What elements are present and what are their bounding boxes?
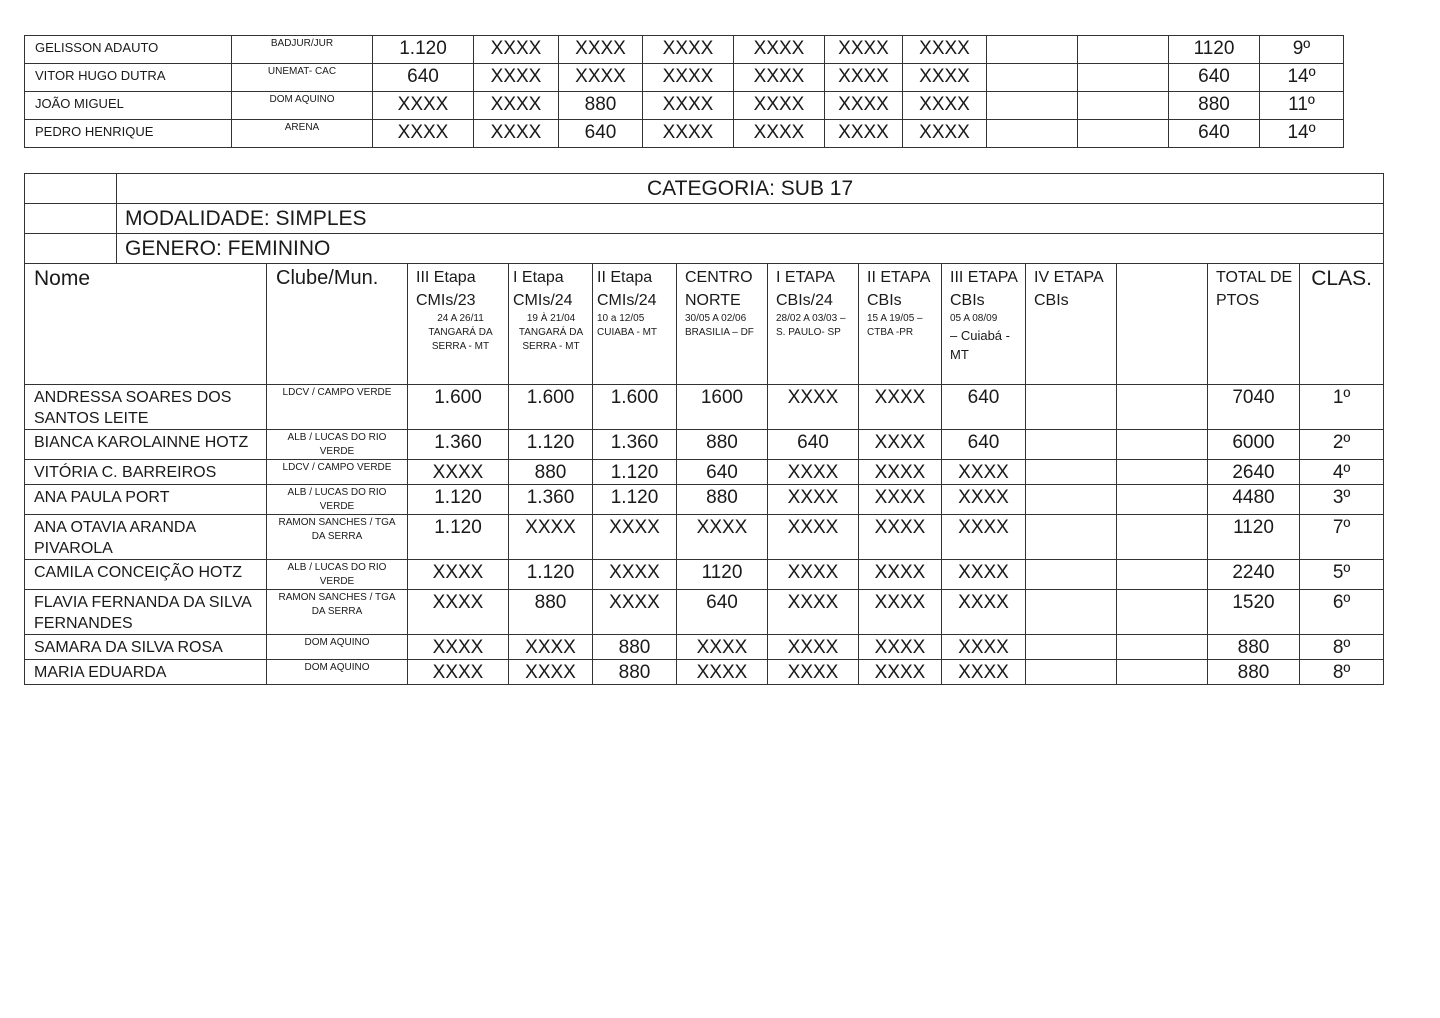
- score-cell: XXXX: [859, 515, 942, 560]
- score-cell: 640: [1169, 120, 1260, 148]
- score-cell: XXXX: [768, 660, 859, 685]
- score-cell: XXXX: [903, 92, 987, 120]
- blank-cell: [25, 234, 117, 264]
- score-cell: XXXX: [559, 64, 643, 92]
- score-cell: XXXX: [768, 460, 859, 485]
- table-row: [25, 430, 1384, 460]
- score-cell: XXXX: [825, 36, 903, 64]
- score-cell: 640: [1169, 64, 1260, 92]
- score-cell: XXXX: [677, 635, 768, 660]
- score-cell: 2240: [1208, 560, 1300, 590]
- score-cell: 1.120: [408, 485, 509, 515]
- score-cell: [1026, 560, 1117, 590]
- stage-detail: 28/02 A 03/03 – S. PAULO- SP: [776, 313, 846, 338]
- athlete-name: CAMILA CONCEIÇÃO HOTZ: [25, 560, 267, 590]
- athlete-name: VITOR HUGO DUTRA: [25, 64, 232, 92]
- athlete-club: BADJUR/JUR: [232, 36, 373, 64]
- score-cell: 880: [593, 635, 677, 660]
- table-row: [25, 560, 1384, 590]
- athlete-club: LDCV / CAMPO VERDE: [267, 460, 408, 485]
- table-row: [25, 460, 1384, 485]
- score-cell: [1117, 515, 1208, 560]
- athlete-name: GELISSON ADAUTO: [25, 36, 232, 64]
- score-cell: [1078, 36, 1169, 64]
- score-cell: 5º: [1300, 560, 1384, 590]
- table-row: [25, 92, 1344, 120]
- score-cell: 640: [559, 120, 643, 148]
- modality-row: [25, 204, 1384, 234]
- score-cell: XXXX: [593, 515, 677, 560]
- score-cell: XXXX: [593, 590, 677, 635]
- score-cell: XXXX: [474, 64, 559, 92]
- score-cell: 4480: [1208, 485, 1300, 515]
- athlete-club: DOM AQUINO: [267, 660, 408, 685]
- score-cell: [987, 64, 1078, 92]
- score-cell: [1078, 92, 1169, 120]
- score-cell: XXXX: [734, 120, 825, 148]
- score-cell: 640: [373, 64, 474, 92]
- score-cell: XXXX: [942, 515, 1026, 560]
- score-cell: 1.360: [509, 485, 593, 515]
- athlete-name: ANA PAULA PORT: [25, 485, 267, 515]
- athlete-name: ANDRESSA SOARES DOS SANTOS LEITE: [25, 385, 267, 430]
- score-cell: 1.360: [593, 430, 677, 460]
- score-cell: 1.600: [509, 385, 593, 430]
- score-cell: 880: [509, 460, 593, 485]
- score-cell: 1.360: [408, 430, 509, 460]
- score-cell: 14º: [1260, 64, 1344, 92]
- stage-title: IV ETAPA CBIs: [1034, 269, 1103, 309]
- stage-title: II Etapa CMIs/24: [597, 269, 657, 309]
- score-cell: [1117, 430, 1208, 460]
- score-cell: 4º: [1300, 460, 1384, 485]
- score-cell: [1026, 635, 1117, 660]
- athlete-club: RAMON SANCHES / TGA DA SERRA: [267, 515, 408, 560]
- score-cell: XXXX: [593, 560, 677, 590]
- score-cell: XXXX: [903, 120, 987, 148]
- score-cell: 880: [677, 485, 768, 515]
- stage-title: III Etapa CMIs/23: [416, 269, 476, 309]
- score-cell: XXXX: [859, 590, 942, 635]
- score-cell: [1026, 485, 1117, 515]
- score-cell: XXXX: [825, 64, 903, 92]
- score-cell: XXXX: [408, 460, 509, 485]
- column-header-stage-4: [677, 264, 768, 385]
- score-cell: XXXX: [734, 92, 825, 120]
- score-cell: 640: [677, 460, 768, 485]
- table-row: [25, 485, 1384, 515]
- score-cell: XXXX: [768, 485, 859, 515]
- score-cell: XXXX: [509, 635, 593, 660]
- table-row: [25, 515, 1384, 560]
- score-cell: 9º: [1260, 36, 1344, 64]
- score-cell: 2º: [1300, 430, 1384, 460]
- blank-cell: [25, 204, 117, 234]
- score-cell: 1.600: [408, 385, 509, 430]
- score-cell: XXXX: [408, 590, 509, 635]
- score-cell: [1026, 660, 1117, 685]
- score-cell: [1026, 460, 1117, 485]
- score-cell: 1.120: [373, 36, 474, 64]
- score-cell: XXXX: [408, 635, 509, 660]
- score-cell: XXXX: [859, 430, 942, 460]
- score-cell: [1026, 590, 1117, 635]
- ranking-table-sub17-feminino: [24, 173, 1384, 685]
- table-row: [25, 36, 1344, 64]
- score-cell: [987, 92, 1078, 120]
- athlete-name: SAMARA DA SILVA ROSA: [25, 635, 267, 660]
- score-cell: XXXX: [859, 460, 942, 485]
- athlete-club: ALB / LUCAS DO RIO VERDE: [267, 485, 408, 515]
- athlete-club: ALB / LUCAS DO RIO VERDE: [267, 430, 408, 460]
- athlete-name: FLAVIA FERNANDA DA SILVA FERNANDES: [25, 590, 267, 635]
- athlete-club: UNEMAT- CAC: [232, 64, 373, 92]
- score-cell: 640: [677, 590, 768, 635]
- athlete-name: VITÓRIA C. BARREIROS: [25, 460, 267, 485]
- score-cell: XXXX: [734, 64, 825, 92]
- athlete-club: ALB / LUCAS DO RIO VERDE: [267, 560, 408, 590]
- score-cell: 640: [768, 430, 859, 460]
- stage-detail: 19 À 21/04 TANGARÁ DA SERRA - MT: [518, 313, 584, 352]
- stage-detail-location: – Cuiabá - MT: [950, 328, 1010, 362]
- athlete-club: DOM AQUINO: [267, 635, 408, 660]
- category-title: CATEGORIA: SUB 17: [117, 174, 1384, 204]
- score-cell: [1117, 460, 1208, 485]
- athlete-name: BIANCA KAROLAINNE HOTZ: [25, 430, 267, 460]
- athlete-club: RAMON SANCHES / TGA DA SERRA: [267, 590, 408, 635]
- score-cell: XXXX: [903, 36, 987, 64]
- score-cell: XXXX: [734, 36, 825, 64]
- score-cell: [1078, 120, 1169, 148]
- column-header-stage-8: [1026, 264, 1117, 385]
- score-cell: XXXX: [942, 560, 1026, 590]
- score-cell: XXXX: [859, 385, 942, 430]
- score-cell: 880: [677, 430, 768, 460]
- score-cell: 8º: [1300, 660, 1384, 685]
- score-cell: [1117, 590, 1208, 635]
- stage-title: III ETAPA CBIs: [950, 269, 1017, 309]
- score-cell: XXXX: [643, 64, 734, 92]
- stage-detail: 05 A 08/09: [950, 313, 998, 324]
- score-cell: XXXX: [942, 460, 1026, 485]
- score-cell: XXXX: [474, 36, 559, 64]
- score-cell: 1.120: [408, 515, 509, 560]
- score-cell: XXXX: [643, 36, 734, 64]
- stage-title: I Etapa CMIs/24: [513, 269, 573, 309]
- column-header-clube: Clube/Mun.: [267, 264, 408, 385]
- blank-cell: [25, 174, 117, 204]
- score-cell: 1.600: [593, 385, 677, 430]
- column-header-stage-6: [859, 264, 942, 385]
- score-cell: XXXX: [559, 36, 643, 64]
- score-cell: 880: [509, 590, 593, 635]
- score-cell: 640: [942, 385, 1026, 430]
- score-cell: XXXX: [942, 590, 1026, 635]
- column-header-blank: [1117, 264, 1208, 385]
- score-cell: 1520: [1208, 590, 1300, 635]
- score-cell: 1.120: [509, 560, 593, 590]
- score-cell: 880: [593, 660, 677, 685]
- modality-title: MODALIDADE: SIMPLES: [117, 204, 1384, 234]
- score-cell: [1117, 660, 1208, 685]
- score-cell: 2640: [1208, 460, 1300, 485]
- score-cell: [987, 36, 1078, 64]
- score-cell: 880: [559, 92, 643, 120]
- previous-ranking-table: [24, 35, 1344, 148]
- stage-detail: 10 a 12/05 CUIABA - MT: [597, 313, 658, 338]
- score-cell: [987, 120, 1078, 148]
- table-row: [25, 590, 1384, 635]
- score-cell: XXXX: [474, 92, 559, 120]
- table-row: [25, 64, 1344, 92]
- score-cell: 880: [1208, 635, 1300, 660]
- score-cell: [1026, 385, 1117, 430]
- score-cell: [1026, 515, 1117, 560]
- column-header-stage-5: [768, 264, 859, 385]
- score-cell: XXXX: [373, 120, 474, 148]
- score-cell: [1026, 430, 1117, 460]
- score-cell: XXXX: [942, 485, 1026, 515]
- score-cell: XXXX: [859, 635, 942, 660]
- score-cell: XXXX: [768, 560, 859, 590]
- gender-row: [25, 234, 1384, 264]
- score-cell: 1120: [1208, 515, 1300, 560]
- score-cell: XXXX: [509, 515, 593, 560]
- athlete-name: ANA OTAVIA ARANDA PIVAROLA: [25, 515, 267, 560]
- score-cell: XXXX: [768, 635, 859, 660]
- stage-title: II ETAPA CBIs: [867, 269, 930, 309]
- score-cell: 880: [1208, 660, 1300, 685]
- stage-detail: 24 A 26/11 TANGARÁ DA SERRA - MT: [428, 313, 493, 352]
- score-cell: 14º: [1260, 120, 1344, 148]
- column-header-row: [25, 264, 1384, 385]
- table-row: [25, 385, 1384, 430]
- column-header-stage-2: [509, 264, 593, 385]
- score-cell: 640: [942, 430, 1026, 460]
- athlete-club: DOM AQUINO: [232, 92, 373, 120]
- column-header-stage-3: [593, 264, 677, 385]
- score-cell: 1600: [677, 385, 768, 430]
- score-cell: 1.120: [593, 485, 677, 515]
- score-cell: 6º: [1300, 590, 1384, 635]
- score-cell: XXXX: [942, 660, 1026, 685]
- score-cell: XXXX: [509, 660, 593, 685]
- athlete-name: PEDRO HENRIQUE: [25, 120, 232, 148]
- score-cell: XXXX: [768, 590, 859, 635]
- score-cell: XXXX: [474, 120, 559, 148]
- score-cell: XXXX: [408, 660, 509, 685]
- score-cell: XXXX: [768, 385, 859, 430]
- athlete-club: LDCV / CAMPO VERDE: [267, 385, 408, 430]
- score-cell: 3º: [1300, 485, 1384, 515]
- column-header-clas: CLAS.: [1300, 264, 1384, 385]
- score-cell: XXXX: [677, 515, 768, 560]
- athlete-name: MARIA EDUARDA: [25, 660, 267, 685]
- stage-title: I ETAPA CBIs/24: [776, 269, 835, 309]
- score-cell: XXXX: [373, 92, 474, 120]
- score-cell: XXXX: [408, 560, 509, 590]
- athlete-club: ARENA: [232, 120, 373, 148]
- score-cell: XXXX: [768, 515, 859, 560]
- score-cell: XXXX: [825, 92, 903, 120]
- score-cell: [1117, 385, 1208, 430]
- score-cell: XXXX: [825, 120, 903, 148]
- score-cell: XXXX: [643, 120, 734, 148]
- score-cell: XXXX: [859, 660, 942, 685]
- score-cell: XXXX: [942, 635, 1026, 660]
- stage-title: CENTRO NORTE: [685, 269, 753, 309]
- stage-detail: 30/05 A 02/06 BRASILIA – DF: [685, 313, 754, 338]
- score-cell: 6000: [1208, 430, 1300, 460]
- table-row: [25, 635, 1384, 660]
- column-header-stage-7: [942, 264, 1026, 385]
- score-cell: XXXX: [677, 660, 768, 685]
- score-cell: 1.120: [509, 430, 593, 460]
- column-header-total: TOTAL DE PTOS: [1208, 264, 1300, 385]
- score-cell: 7040: [1208, 385, 1300, 430]
- column-header-nome: Nome: [25, 264, 267, 385]
- score-cell: 1º: [1300, 385, 1384, 430]
- score-cell: 880: [1169, 92, 1260, 120]
- score-cell: XXXX: [859, 560, 942, 590]
- score-cell: XXXX: [903, 64, 987, 92]
- score-cell: 7º: [1300, 515, 1384, 560]
- gender-title: GENERO: FEMININO: [117, 234, 1384, 264]
- score-cell: 1120: [1169, 36, 1260, 64]
- column-header-stage-1: [408, 264, 509, 385]
- score-cell: 1120: [677, 560, 768, 590]
- table-row: [25, 120, 1344, 148]
- score-cell: XXXX: [859, 485, 942, 515]
- score-cell: [1117, 560, 1208, 590]
- category-row: [25, 174, 1384, 204]
- athlete-name: JOÃO MIGUEL: [25, 92, 232, 120]
- score-cell: [1117, 485, 1208, 515]
- score-cell: 11º: [1260, 92, 1344, 120]
- table-row: [25, 660, 1384, 685]
- score-cell: 8º: [1300, 635, 1384, 660]
- score-cell: 1.120: [593, 460, 677, 485]
- stage-detail: 15 A 19/05 – CTBA -PR: [867, 313, 923, 338]
- score-cell: XXXX: [643, 92, 734, 120]
- score-cell: [1078, 64, 1169, 92]
- score-cell: [1117, 635, 1208, 660]
